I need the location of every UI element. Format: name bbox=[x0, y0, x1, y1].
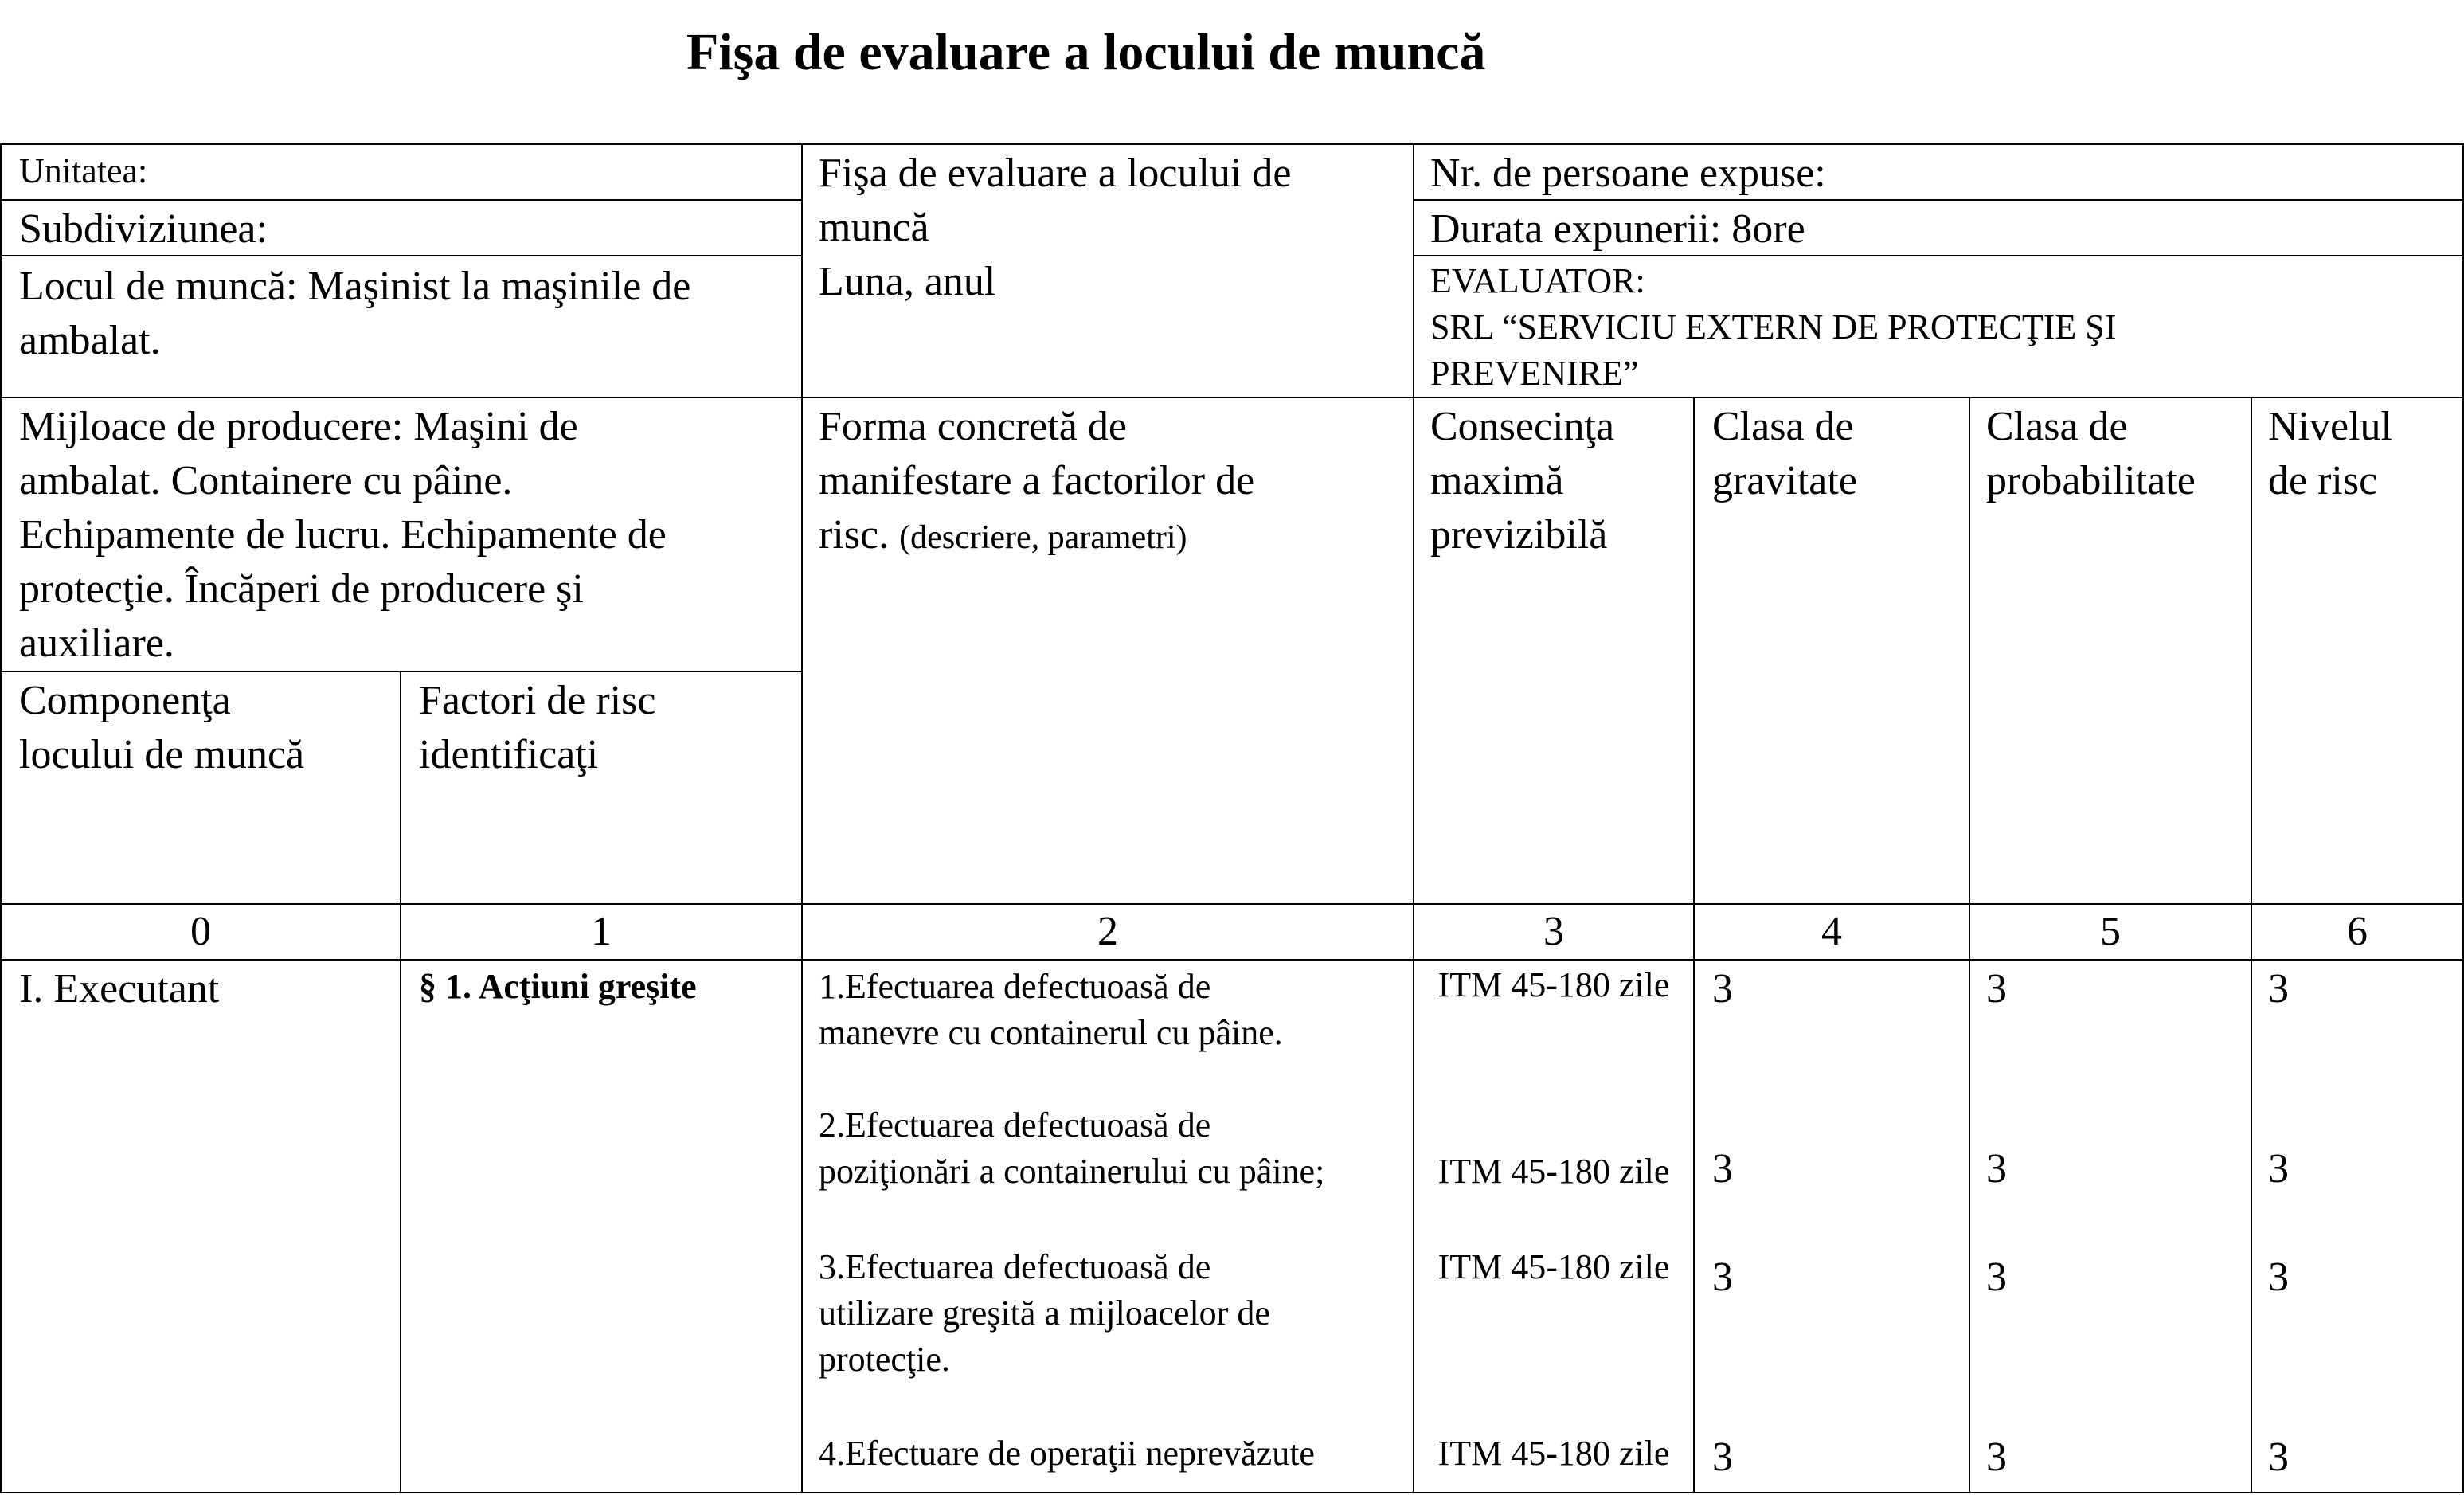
row-divider bbox=[0, 397, 2464, 398]
mijloace-line-2: ambalat. Containere cu pâine. bbox=[19, 458, 513, 503]
factori-header-line-2: identificaţi bbox=[419, 732, 599, 777]
locul-de-munca-line-2: ambalat. bbox=[19, 318, 161, 363]
column-number-1: 1 bbox=[591, 909, 612, 954]
forma-header-risc: risc. bbox=[819, 512, 890, 558]
col-divider bbox=[1413, 143, 1414, 1493]
column-number-3: 3 bbox=[1543, 909, 1564, 954]
forma-header-line-3 bbox=[819, 508, 1187, 565]
row-1-risk: 3 bbox=[2268, 966, 2289, 1012]
mijloace-line-5: auxiliare. bbox=[19, 620, 174, 666]
probabilitate-header-line-1: Clasa de bbox=[1986, 404, 2128, 449]
row-4-consequence: ITM 45-180 zile bbox=[1437, 1434, 1670, 1473]
row-divider bbox=[0, 671, 803, 672]
row-divider bbox=[0, 199, 803, 201]
durata-expunerii-label: Durata expunerii: 8ore bbox=[1430, 206, 1805, 252]
probabilitate-header-line-2: probabilitate bbox=[1986, 458, 2196, 503]
row-1-description-line-2: manevre cu containerul cu pâine. bbox=[819, 1013, 1283, 1052]
row-3-description-line-2: utilizare greşită a mijloacelor de bbox=[819, 1293, 1270, 1333]
table-top-border bbox=[0, 143, 2464, 145]
evaluator-label: EVALUATOR: bbox=[1430, 261, 1645, 300]
row-3-gravity: 3 bbox=[1712, 1254, 1733, 1300]
row-4-risk: 3 bbox=[2268, 1434, 2289, 1480]
consecinta-header-line-1: Consecinţa bbox=[1430, 404, 1615, 449]
forma-header-line-2: manifestare a factorilor de bbox=[819, 458, 1255, 503]
subdiviziunea-label: Subdiviziunea: bbox=[19, 206, 268, 252]
gravitate-header-line-1: Clasa de bbox=[1712, 404, 1854, 449]
row-1-gravity: 3 bbox=[1712, 966, 1733, 1012]
row-3-risk: 3 bbox=[2268, 1254, 2289, 1300]
gravitate-header-line-2: gravitate bbox=[1712, 458, 1857, 503]
column-number-2: 2 bbox=[1097, 909, 1118, 954]
mijloace-line-4: protecţie. Încăperi de producere şi bbox=[19, 566, 584, 612]
row-3-description-line-3: protecţie. bbox=[819, 1340, 950, 1379]
fisa-line-1: Fişa de evaluare a locului de bbox=[819, 151, 1292, 196]
row-1-description-line-1: 1.Efectuarea defectuoasă de bbox=[819, 967, 1211, 1006]
row-4-probability: 3 bbox=[1986, 1434, 2007, 1480]
componenta-header-line-2: locului de muncă bbox=[19, 732, 305, 777]
nivel-header-line-2: de risc bbox=[2268, 458, 2378, 503]
consecinta-header-line-3: previzibilă bbox=[1430, 512, 1608, 558]
row-1-probability: 3 bbox=[1986, 966, 2007, 1012]
forma-header-note: (descriere, parametri) bbox=[899, 519, 1187, 556]
column-number-6: 6 bbox=[2347, 909, 2368, 954]
evaluator-name-line-2: PREVENIRE” bbox=[1430, 354, 1639, 393]
consecinta-header-line-2: maximă bbox=[1430, 458, 1564, 503]
row-2-risk: 3 bbox=[2268, 1146, 2289, 1192]
mijloace-line-1: Mijloace de producere: Maşini de bbox=[19, 404, 578, 449]
mijloace-line-3: Echipamente de lucru. Echipamente de bbox=[19, 512, 667, 558]
row-2-gravity: 3 bbox=[1712, 1146, 1733, 1192]
row-4-description-line-1: 4.Efectuare de operaţii neprevăzute bbox=[819, 1434, 1315, 1473]
column-number-4: 4 bbox=[1821, 909, 1842, 954]
row-2-probability: 3 bbox=[1986, 1146, 2007, 1192]
factori-header-line-1: Factori de risc bbox=[419, 678, 656, 723]
componenta-header-line-1: Componenţa bbox=[19, 678, 231, 723]
table-bottom-border bbox=[0, 1492, 2464, 1493]
row-divider bbox=[0, 959, 2464, 961]
table-left-border bbox=[0, 143, 2, 1493]
row-2-consequence: ITM 45-180 zile bbox=[1437, 1152, 1670, 1191]
row-4-gravity: 3 bbox=[1712, 1434, 1733, 1480]
column-number-0: 0 bbox=[190, 909, 211, 954]
factor-actiuni-gresite: § 1. Acţiuni greşite bbox=[419, 967, 697, 1006]
col-divider bbox=[400, 671, 401, 1493]
page-title: Fişa de evaluare a locului de muncă bbox=[686, 23, 1486, 81]
row-3-probability: 3 bbox=[1986, 1254, 2007, 1300]
component-executant: I. Executant bbox=[19, 966, 220, 1012]
locul-de-munca-line-1: Locul de muncă: Maşinist la maşinile de bbox=[19, 264, 691, 309]
row-1-consequence: ITM 45-180 zile bbox=[1437, 965, 1670, 1004]
row-2-description-line-2: poziţionări a containerului cu pâine; bbox=[819, 1152, 1325, 1191]
col-divider bbox=[801, 143, 803, 1493]
evaluator-name-line-1: SRL “SERVICIU EXTERN DE PROTECŢIE ŞI bbox=[1430, 307, 2117, 346]
column-number-5: 5 bbox=[2100, 909, 2121, 954]
row-3-description-line-1: 3.Efectuarea defectuoasă de bbox=[819, 1247, 1211, 1286]
luna-anul-label: Luna, anul bbox=[819, 259, 996, 304]
unitatea-label: Unitatea: bbox=[19, 151, 148, 190]
fisa-line-2: muncă bbox=[819, 205, 929, 250]
row-3-consequence: ITM 45-180 zile bbox=[1437, 1247, 1670, 1286]
row-2-description-line-1: 2.Efectuarea defectuoasă de bbox=[819, 1106, 1211, 1145]
nr-persoane-label: Nr. de persoane expuse: bbox=[1430, 151, 1826, 196]
forma-header-line-1: Forma concretă de bbox=[819, 404, 1127, 449]
nivel-header-line-1: Nivelul bbox=[2268, 404, 2392, 449]
